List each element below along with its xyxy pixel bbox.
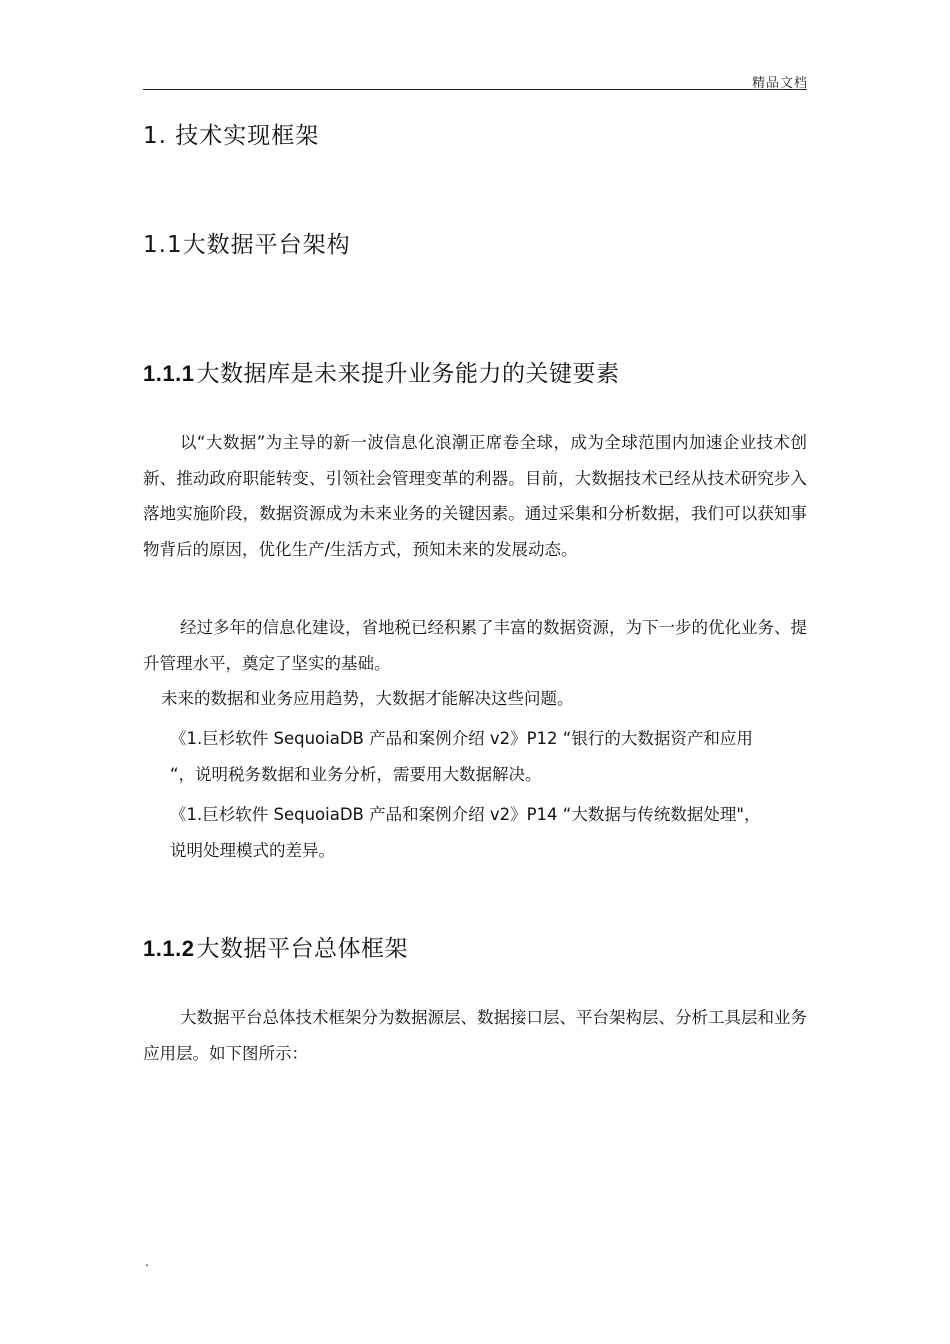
section-heading-1-1: 1.1大数据平台架构 (143, 232, 351, 258)
heading-number: 1.1.2 (143, 936, 195, 961)
body-paragraph-2: 经过多年的信息化建设，省地税已经积累了丰富的数据资源，为下一步的优化业务、提升管理水平，奠定了坚实的基础。 (143, 618, 807, 673)
reference-line-2a: 《1.巨杉软件 SequoiaDB 产品和案例介绍 v2》P14 “大数据与传统数据处理"， (170, 805, 761, 824)
body-paragraph-6: 大数据平台总体技术框架分为数据源层、数据接口层、平台架构层、分析工具层和业务应用层。如下图所示： (143, 1008, 807, 1063)
reference-line-1b: “，说明税务数据和业务分析，需要用大数据解决。 (170, 765, 542, 784)
body-paragraph-1: 以“大数据”为主导的新一波信息化浪潮正席卷全球，成为全球范围内加速企业技术创新、推动政府职能转变、引领社会管理变革的利器。目前，大数据技术已经从技术研究步入落地实施阶段，数据资源成为未来业务的关键因素。通过采集和分析数据，我们可以获知事物背后的原因，优化生产/生活方式，预知未来的发展动态。 (143, 433, 807, 559)
footer-mark: . (145, 1255, 149, 1269)
heading-text: 大数据平台总体框架 (196, 936, 408, 962)
reference-line-2b: 说明处理模式的差异。 (170, 841, 335, 860)
page-header-label: 精品文档 (751, 76, 808, 91)
reference-line-1a: 《1.巨杉软件 SequoiaDB 产品和案例介绍 v2》P12 “银行的大数据资产和应用 (170, 729, 753, 748)
section-heading-1: 1. 技术实现框架 (143, 123, 320, 149)
section-heading-1-1-2 (143, 930, 408, 963)
section-heading-1-1-1 (143, 355, 619, 388)
body-paragraph-3: 未来的数据和业务应用趋势，大数据才能解决这些问题。 (161, 689, 574, 708)
header-divider (143, 89, 807, 90)
heading-text: 大数据库是未来提升业务能力的关键要素 (196, 361, 620, 387)
heading-number: 1.1.1 (143, 361, 195, 386)
